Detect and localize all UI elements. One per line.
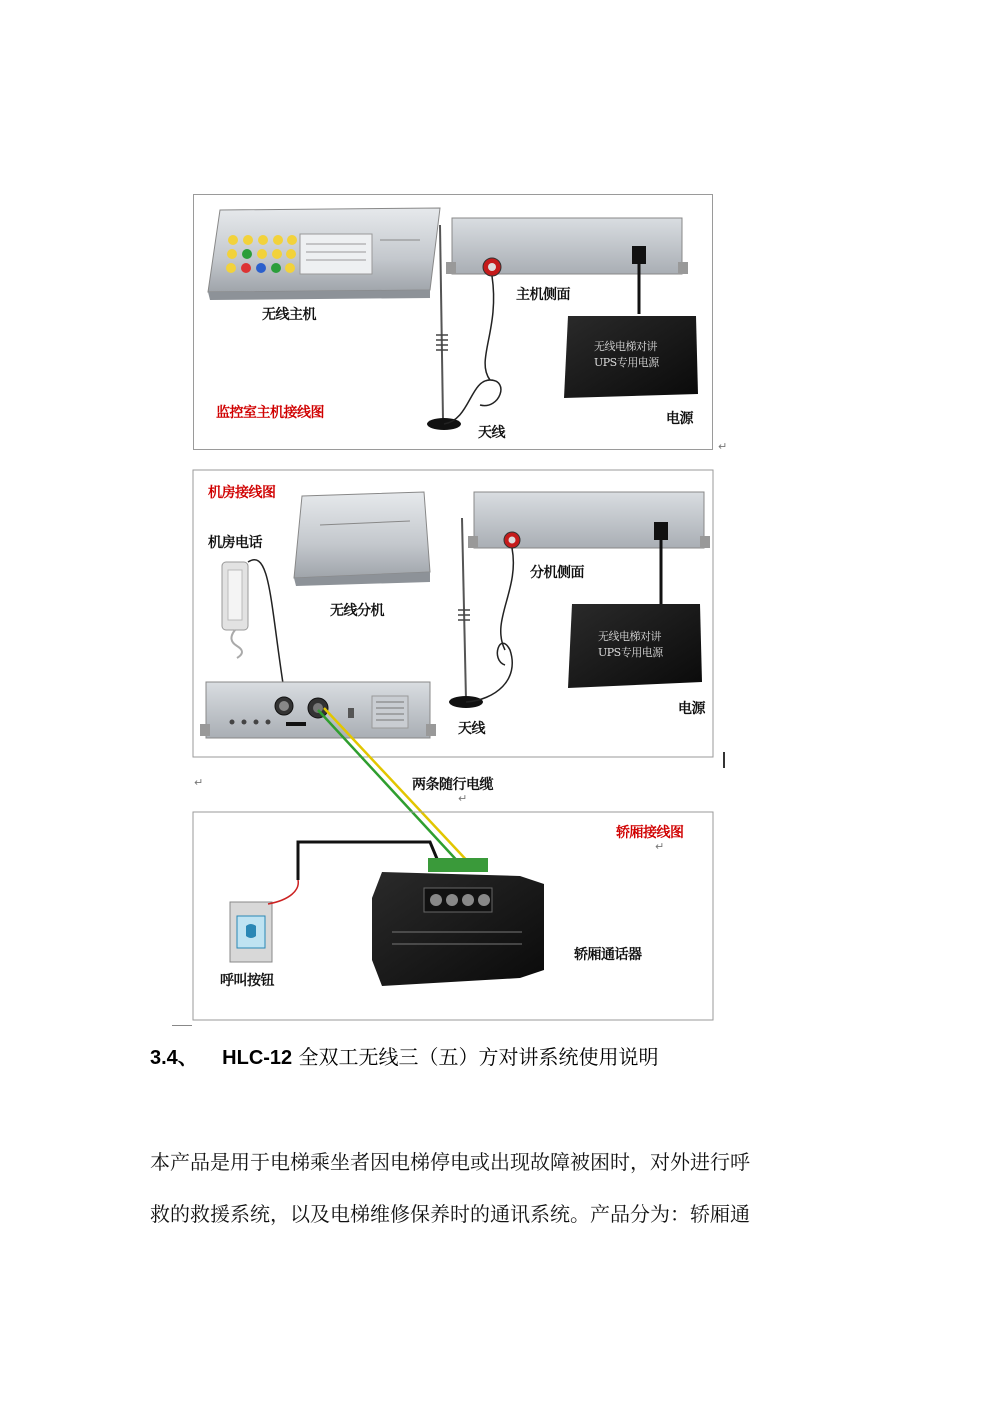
section-heading [150, 1041, 659, 1070]
diagram3-title: 轿厢接线图 [616, 825, 684, 841]
label-antenna: 天线 [478, 425, 505, 441]
ups-label-2 [598, 628, 663, 660]
section-number: 3.4、 [150, 1047, 198, 1069]
body-line: 救的救援系统，以及电梯维修保养时的通讯系统。产品分为：轿厢通 [150, 1202, 750, 1226]
label-power: 电源 [666, 411, 693, 427]
car-intercom-device [372, 858, 544, 986]
label-call-button: 呼叫按钮 [220, 973, 274, 989]
machine-room-phone [222, 560, 284, 690]
label-main-unit-side: 主机侧面 [516, 287, 570, 303]
paragraph-mark: ↵ [194, 776, 204, 789]
wireless-main-unit [208, 208, 440, 300]
label-power: 电源 [678, 701, 705, 717]
ups-label-1 [594, 338, 659, 370]
ups-line: 无线电梯对讲 [598, 630, 661, 643]
label-machine-room-phone: 机房电话 [208, 535, 262, 551]
anchor-line [172, 1025, 192, 1026]
body-line: 本产品是用于电梯乘坐者因电梯停电或出现故障被困时，对外进行呼 [150, 1150, 750, 1174]
diagram2-title: 机房接线图 [208, 485, 276, 501]
ups-line: UPS专用电源 [594, 356, 659, 369]
section-model: HLC-12 [222, 1047, 293, 1069]
diagram1-title: 监控室主机接线图 [216, 405, 324, 421]
label-sub-unit: 无线分机 [330, 603, 384, 619]
section-title: 全双工无线三（五）方对讲系统使用说明 [298, 1045, 659, 1069]
label-antenna: 天线 [458, 721, 485, 737]
label-main-unit: 无线主机 [262, 307, 316, 323]
ups-line: 无线电梯对讲 [594, 340, 657, 353]
paragraph-mark: ↵ [458, 792, 468, 805]
label-trailing-cables: 两条随行电缆 [412, 777, 493, 793]
wireless-sub-unit [294, 492, 430, 586]
label-car-intercom: 轿厢通话器 [574, 947, 642, 963]
paragraph-mark: ↵ [655, 840, 665, 853]
paragraph-mark: ↵ [718, 440, 728, 453]
label-sub-unit-side: 分机侧面 [530, 565, 584, 581]
ups-line: UPS专用电源 [598, 646, 663, 659]
text-cursor [723, 752, 725, 768]
